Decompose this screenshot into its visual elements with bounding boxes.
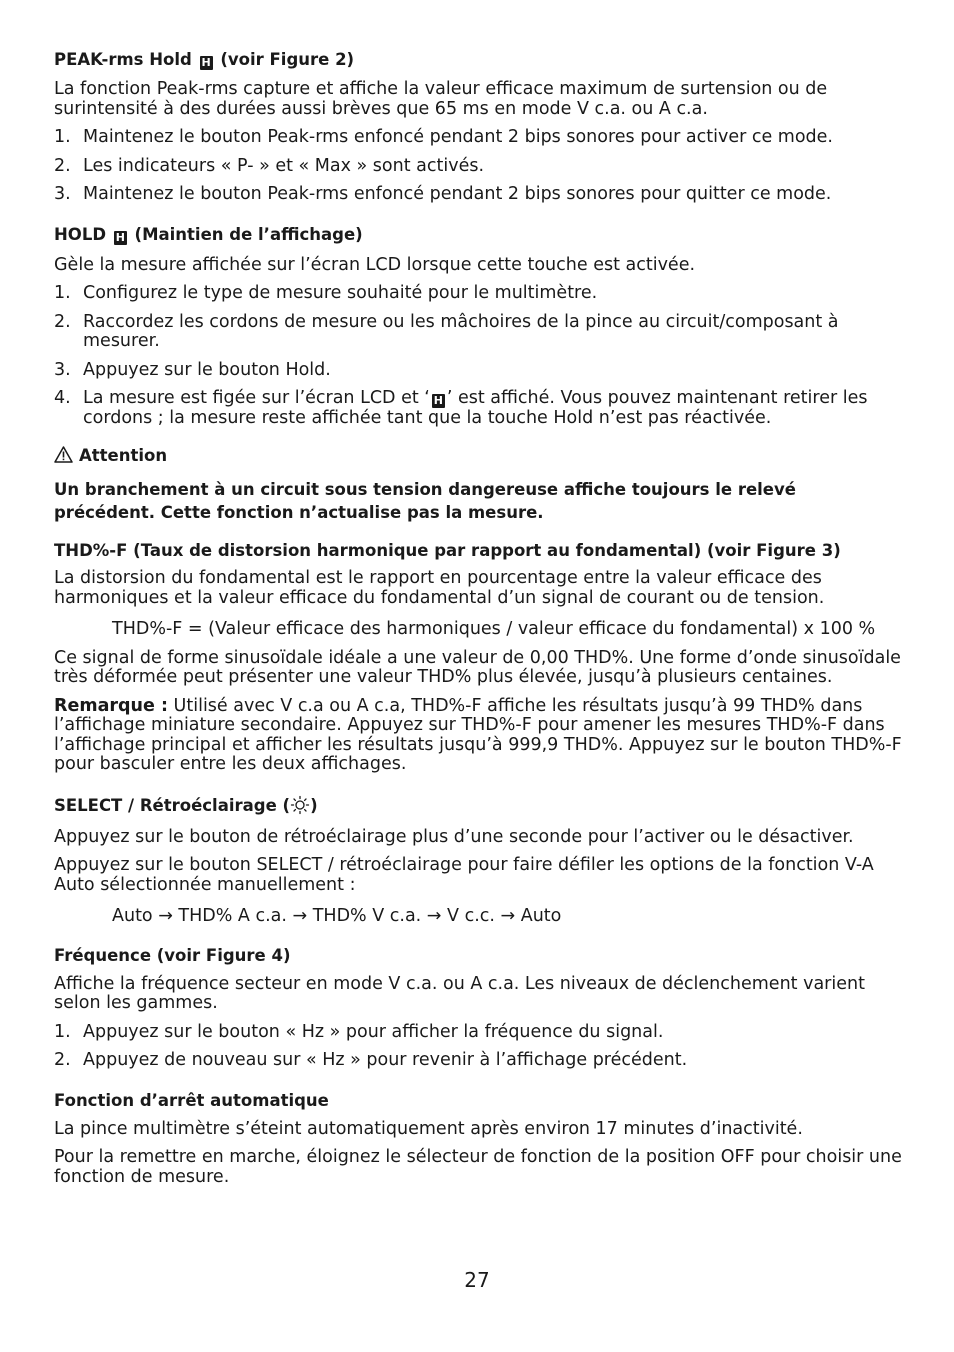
backlight-sun-icon (290, 795, 310, 815)
peak-steps (54, 128, 904, 205)
thd-intro: La distorsion du fondamental est le rapport en pourcentage entre la valeur efficace des harmoniques et la valeur efficace du fondamental d’un signal de courant ou de tension. (54, 568, 825, 608)
thd-para2: Ce signal de forme sinusoïdale idéale a une valeur de 0,00 THD%. Une forme d’onde sinusoïdale très déformée peut présenter une valeur THD% plus élevée, jusqu’à plusieurs centaines. (54, 647, 901, 687)
hold-steps (54, 284, 904, 428)
thd-heading: THD%-F (Taux de distorsion harmonique par rapport au fondamental) (voir Figure 3) (54, 541, 841, 560)
hold-h-icon: H (433, 394, 443, 407)
warning-triangle-icon (54, 446, 73, 463)
select-para1: Appuyez sur le bouton de rétroéclairage plus d’une seconde pour l’activer ou le désactiver. (54, 826, 854, 847)
auto-off-para2: Pour la remettre en marche, éloignez le sélecteur de fonction de la position OFF pour choisir une fonction de mesure. (54, 1147, 902, 1187)
auto-off-heading: Fonction d’arrêt automatique (54, 1090, 329, 1110)
thd-formula: THD%-F = (Valeur efficace des harmoniques / valeur efficace du fondamental) x 100 % (112, 619, 876, 639)
list-item: 4. La mesure est figée sur l’écran LCD et ‘ H ’ est affiché. Vous pouvez maintenant retirer les cordons ; la mesure reste affichée tant que la touche Hold n’est pas réactivée. (54, 388, 868, 428)
freq-steps (54, 1023, 904, 1071)
hold-intro: Gèle la mesure affichée sur l’écran LCD lorsque cette touche est activée. (54, 254, 696, 275)
attention-heading: Attention (54, 446, 904, 466)
list-item: 3. Appuyez sur le bouton Hold. (54, 359, 331, 380)
auto-off-para1: La pince multimètre s’éteint automatiquement après environ 17 minutes d’inactivité. (54, 1118, 803, 1139)
list-item: 2. Les indicateurs « P- » et « Max » sont activés. (54, 155, 485, 176)
freq-intro: Affiche la fréquence secteur en mode V c.a. ou A c.a. Les niveaux de déclenchement varient selon les gammes. (54, 973, 865, 1013)
page-number: 27 (464, 1268, 490, 1292)
list-item: 2. Raccordez les cordons de mesure ou les mâchoires de la pince au circuit/composant à mesurer. (54, 311, 839, 351)
select-heading: SELECT / Rétroéclairage ( ) (54, 795, 318, 815)
thd-note: Remarque : Utilisé avec V c.a ou A c.a, THD%-F affiche les résultats jusqu’à 99 THD% dans l’affichage miniature secondaire. Appuyez sur THD%-F pour amener les mesures THD%-F dans l’affichage principal et afficher les résultats jusqu’à 999,9 THD%. Appuyez sur le bouton THD%-F pour basculer entre les deux affichages. (54, 695, 902, 774)
list-item: 1. Maintenez le bouton Peak-rms enfoncé pendant 2 bips sonores pour activer ce mode. (54, 127, 833, 147)
freq-heading: Fréquence (voir Figure 4) (54, 945, 291, 965)
list-item: 2. Appuyez de nouveau sur « Hz » pour revenir à l’affichage précédent. (54, 1050, 688, 1070)
select-sequence: Auto → THD% A c.a. → THD% V c.a. → V c.c. → Auto (112, 906, 562, 926)
list-item: 1. Configurez le type de mesure souhaité pour le multimètre. (54, 283, 598, 303)
document-page (54, 50, 904, 1187)
list-item: 3. Maintenez le bouton Peak-rms enfoncé pendant 2 bips sonores pour quitter ce mode. (54, 184, 832, 204)
hold-h-icon: H (115, 230, 125, 244)
hold-heading: HOLD H (Maintien de l’affichage) (54, 224, 363, 244)
list-item: 1. Appuyez sur le bouton « Hz » pour afficher la fréquence du signal. (54, 1021, 664, 1042)
select-para2: Appuyez sur le bouton SELECT / rétroéclairage pour faire défiler les options de la fonction V-A Auto sélectionnée manuellement : (54, 855, 874, 895)
peak-heading: PEAK-rms Hold H (voir Figure 2) (54, 50, 355, 69)
hold-h-icon: H (201, 56, 211, 69)
attention-text: Un branchement à un circuit sous tension dangereuse affiche toujours le relevé précédent. Cette fonction n’actualise pas la mesure. (54, 480, 796, 522)
peak-intro: La fonction Peak-rms capture et affiche la valeur efficace maximum de surtension ou de surintensité à des durées aussi brèves que 65 ms en mode V c.a. ou A c.a. (54, 79, 828, 119)
